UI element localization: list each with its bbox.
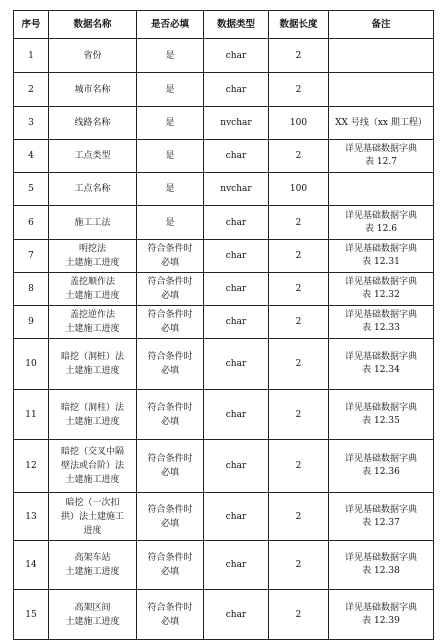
cell-note — [329, 240, 434, 273]
cell-required — [137, 107, 204, 140]
cell-line: 必填 — [160, 366, 179, 376]
cell-line: 表 12.35 — [362, 415, 400, 426]
cell-name — [49, 493, 137, 541]
cell-line: 必填 — [160, 518, 179, 529]
cell-no: 8 — [14, 273, 49, 306]
header-type: 数据类型 — [204, 11, 269, 39]
cell-required — [137, 390, 204, 440]
cell-line: 详见基础数据字典 — [344, 244, 417, 254]
table-row — [14, 440, 434, 493]
header-name: 数据名称 — [49, 11, 137, 39]
cell-line: 表 12.39 — [362, 615, 400, 626]
cell-length: 2 — [269, 206, 329, 240]
cell-line: 土建施工进度 — [65, 366, 120, 376]
cell-name — [49, 39, 137, 73]
cell-name — [49, 390, 137, 440]
cell-note — [329, 590, 434, 640]
cell-line: 城市名称 — [74, 84, 111, 95]
cell-line: 符合条件时 — [147, 553, 193, 563]
cell-type: char — [204, 306, 269, 339]
cell-line: 线路名称 — [74, 118, 111, 128]
cell-line: 是 — [165, 184, 175, 194]
cell-name — [49, 240, 137, 273]
header-row — [14, 11, 434, 39]
table-row — [14, 273, 434, 306]
cell-required — [137, 493, 204, 541]
cell-no: 2 — [14, 73, 49, 107]
cell-type: char — [204, 339, 269, 390]
cell-required — [137, 206, 204, 240]
table-row — [14, 140, 434, 173]
cell-name — [49, 206, 137, 240]
cell-note — [329, 440, 434, 493]
cell-line: 详见基础数据字典 — [344, 277, 417, 287]
cell-line: 表 12.32 — [362, 290, 400, 300]
cell-line: 详见基础数据字典 — [344, 454, 417, 464]
cell-length: 2 — [269, 541, 329, 590]
cell-no: 12 — [14, 440, 49, 493]
cell-no: 5 — [14, 173, 49, 206]
cell-no: 14 — [14, 541, 49, 590]
cell-line: 是 — [165, 84, 175, 95]
cell-line: 是 — [165, 217, 175, 228]
cell-name — [49, 173, 137, 206]
cell-length: 2 — [269, 73, 329, 107]
cell-name — [49, 541, 137, 590]
cell-line: 必填 — [160, 291, 179, 301]
cell-required — [137, 39, 204, 73]
cell-name — [49, 440, 137, 493]
cell-line: 工点名称 — [74, 184, 111, 194]
cell-name — [49, 339, 137, 390]
cell-line: 必填 — [160, 468, 179, 478]
cell-type: nvchar — [204, 173, 269, 206]
cell-name — [49, 107, 137, 140]
cell-name — [49, 273, 137, 306]
cell-line: 明挖法 — [78, 244, 106, 254]
cell-line: 暗挖（洞柱）法 — [60, 402, 124, 413]
cell-note — [329, 390, 434, 440]
cell-no: 15 — [14, 590, 49, 640]
cell-line: 表 12.38 — [362, 566, 400, 576]
cell-line: 必填 — [160, 567, 179, 577]
table-row — [14, 173, 434, 206]
cell-length: 2 — [269, 273, 329, 306]
table-row — [14, 590, 434, 640]
cell-no: 10 — [14, 339, 49, 390]
cell-line: 进度 — [83, 525, 102, 536]
cell-line: 盖挖逆作法 — [69, 310, 115, 320]
cell-line: 土建施工进度 — [65, 416, 120, 427]
cell-line: 详见基础数据字典 — [344, 553, 417, 563]
cell-length: 2 — [269, 39, 329, 73]
cell-note — [329, 493, 434, 541]
cell-line: 符合条件时 — [147, 402, 193, 413]
cell-line: 符合条件时 — [147, 504, 193, 515]
cell-line: 是 — [165, 118, 175, 128]
cell-note — [329, 107, 434, 140]
cell-line: 暗挖（一次扣 — [65, 497, 120, 508]
cell-line: 必填 — [160, 416, 179, 427]
cell-note — [329, 173, 434, 206]
cell-note — [329, 273, 434, 306]
cell-required — [137, 440, 204, 493]
cell-line: 符合条件时 — [147, 454, 193, 464]
cell-line: 详见基础数据字典 — [344, 504, 417, 515]
cell-line: 土建施工进度 — [65, 324, 120, 334]
cell-note — [329, 39, 434, 73]
cell-length: 2 — [269, 590, 329, 640]
cell-length: 100 — [269, 107, 329, 140]
cell-required — [137, 240, 204, 273]
cell-note — [329, 206, 434, 240]
cell-no: 9 — [14, 306, 49, 339]
cell-no: 13 — [14, 493, 49, 541]
cell-required — [137, 273, 204, 306]
cell-note — [329, 140, 434, 173]
table-row — [14, 206, 434, 240]
cell-type: char — [204, 590, 269, 640]
header-required: 是否必填 — [137, 11, 204, 39]
cell-length: 2 — [269, 306, 329, 339]
cell-line: 土建施工进度 — [65, 616, 120, 627]
cell-note — [329, 541, 434, 590]
header-note: 备注 — [329, 11, 434, 39]
cell-line: 表 12.7 — [365, 157, 397, 167]
cell-note — [329, 306, 434, 339]
cell-required — [137, 140, 204, 173]
table-row — [14, 339, 434, 390]
cell-line: 详见基础数据字典 — [344, 210, 417, 221]
cell-no: 6 — [14, 206, 49, 240]
cell-required — [137, 339, 204, 390]
cell-line: 省份 — [83, 50, 102, 61]
cell-line: 壁法或台阶）法 — [60, 461, 124, 471]
cell-length: 2 — [269, 390, 329, 440]
header-length: 数据长度 — [269, 11, 329, 39]
cell-line: 拱）法土建施工 — [60, 511, 124, 522]
cell-line: 高架区间 — [74, 602, 111, 613]
cell-type: char — [204, 440, 269, 493]
cell-required — [137, 306, 204, 339]
table-row — [14, 73, 434, 107]
cell-line: 必填 — [160, 258, 179, 268]
cell-note — [329, 73, 434, 107]
cell-type: char — [204, 73, 269, 107]
cell-name — [49, 590, 137, 640]
cell-line: 详见基础数据字典 — [344, 144, 417, 154]
cell-line: 符合条件时 — [147, 277, 193, 287]
cell-type: char — [204, 39, 269, 73]
cell-type: char — [204, 390, 269, 440]
table-row — [14, 541, 434, 590]
cell-required — [137, 173, 204, 206]
cell-length: 2 — [269, 140, 329, 173]
cell-line: 表 12.34 — [362, 365, 400, 375]
cell-line: 必填 — [160, 324, 179, 334]
cell-required — [137, 73, 204, 107]
cell-line: 详见基础数据字典 — [344, 402, 417, 413]
cell-length: 2 — [269, 339, 329, 390]
cell-required — [137, 541, 204, 590]
cell-note — [329, 339, 434, 390]
table-row — [14, 306, 434, 339]
cell-line: 暗挖（交叉中隔 — [60, 447, 124, 457]
cell-length: 2 — [269, 493, 329, 541]
cell-line: 暗挖（洞桩）法 — [60, 352, 124, 362]
cell-name — [49, 306, 137, 339]
cell-line: 详见基础数据字典 — [344, 310, 417, 320]
cell-type: char — [204, 273, 269, 306]
cell-line: XX 号线（xx 期工程） — [335, 117, 427, 128]
table-row — [14, 240, 434, 273]
cell-no: 4 — [14, 140, 49, 173]
header-no: 序号 — [14, 11, 49, 39]
cell-line: 土建施工进度 — [65, 475, 120, 485]
cell-line: 符合条件时 — [147, 352, 193, 362]
cell-line: 符合条件时 — [147, 244, 193, 254]
cell-type: nvchar — [204, 107, 269, 140]
table-row — [14, 390, 434, 440]
cell-type: char — [204, 206, 269, 240]
cell-line: 表 12.37 — [362, 517, 400, 528]
cell-line: 土建施工进度 — [65, 567, 120, 577]
cell-type: char — [204, 541, 269, 590]
cell-type: char — [204, 493, 269, 541]
cell-line: 是 — [165, 151, 175, 161]
cell-no: 3 — [14, 107, 49, 140]
cell-line: 是 — [165, 50, 175, 61]
cell-line: 表 12.33 — [362, 323, 400, 333]
cell-type: char — [204, 140, 269, 173]
cell-name — [49, 73, 137, 107]
cell-line: 表 12.31 — [362, 257, 400, 267]
cell-length: 100 — [269, 173, 329, 206]
cell-name — [49, 140, 137, 173]
cell-no: 11 — [14, 390, 49, 440]
cell-no: 1 — [14, 39, 49, 73]
cell-line: 高架车站 — [74, 553, 111, 563]
cell-line: 符合条件时 — [147, 310, 193, 320]
cell-line: 符合条件时 — [147, 602, 193, 613]
table-row — [14, 107, 434, 140]
data-dictionary-table — [13, 10, 434, 640]
cell-required — [137, 590, 204, 640]
cell-line: 表 12.36 — [362, 467, 400, 477]
cell-line: 必填 — [160, 616, 179, 627]
cell-length: 2 — [269, 240, 329, 273]
cell-line: 详见基础数据字典 — [344, 602, 417, 613]
cell-line: 施工工法 — [74, 217, 111, 228]
cell-type: char — [204, 240, 269, 273]
cell-line: 土建施工进度 — [65, 291, 120, 301]
cell-line: 工点类型 — [74, 151, 111, 161]
cell-no: 7 — [14, 240, 49, 273]
cell-line: 盖挖顺作法 — [69, 277, 115, 287]
cell-line: 土建施工进度 — [65, 258, 120, 268]
cell-line: 详见基础数据字典 — [344, 352, 417, 362]
cell-line: 表 12.6 — [365, 223, 397, 234]
table-row — [14, 39, 434, 73]
cell-length: 2 — [269, 440, 329, 493]
table-row — [14, 493, 434, 541]
